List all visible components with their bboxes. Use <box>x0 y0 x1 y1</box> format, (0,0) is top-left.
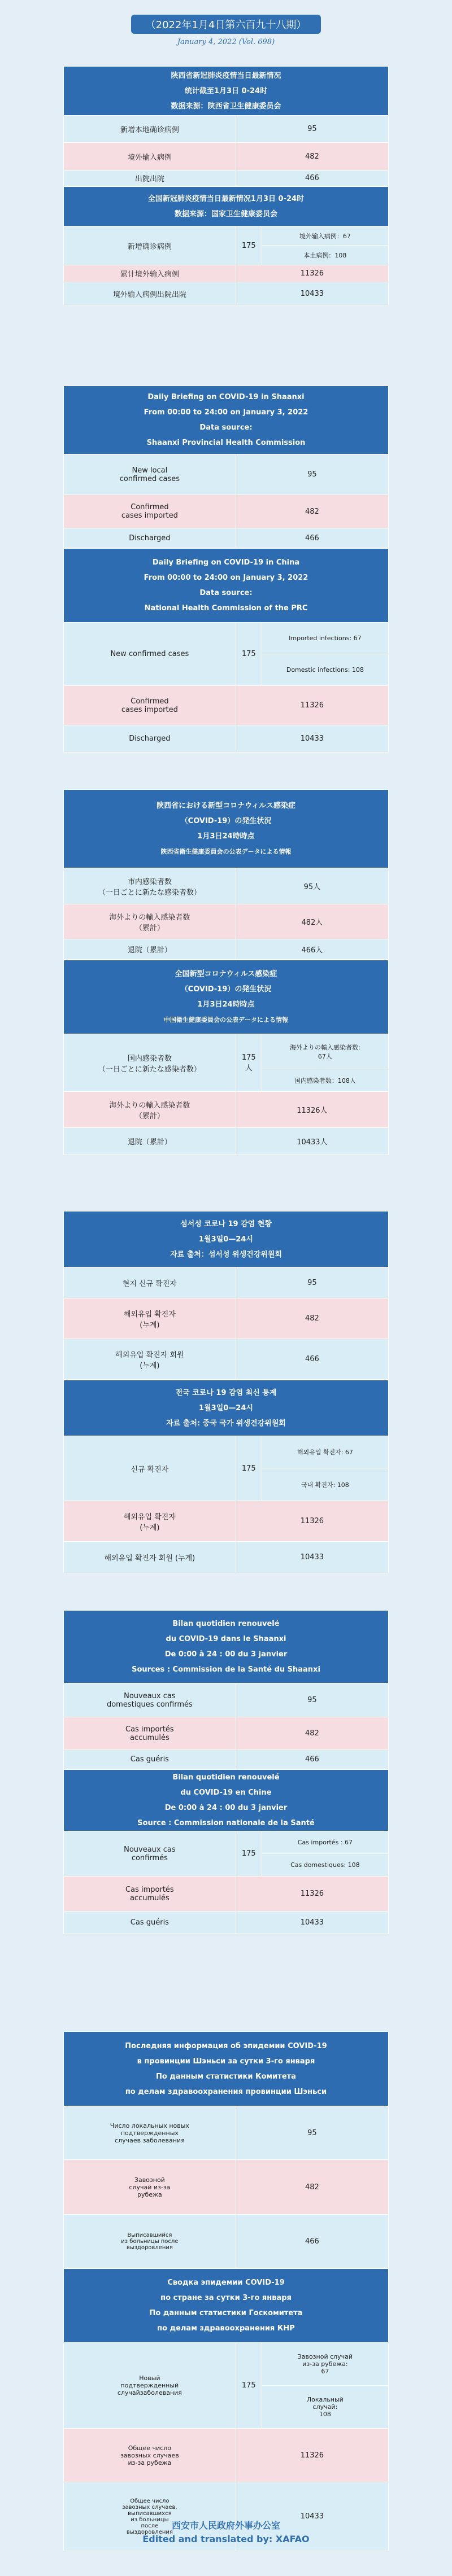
row-sub-value: Cas domestiques: 108 <box>262 1854 388 1877</box>
page-footer <box>0 2519 452 2546</box>
row-value: 175 <box>236 226 262 265</box>
row-label: 海外よりの輸入感染者数 （累計） <box>64 904 236 939</box>
row-value: 11326 <box>236 265 388 282</box>
row-label: 累计境外输入病例 <box>64 265 236 282</box>
row-value: 466 <box>236 2215 388 2268</box>
row-value: 175 <box>236 2343 262 2429</box>
row-value: 175 <box>236 1436 262 1501</box>
row-label: New confirmed cases <box>64 623 236 686</box>
row-label: New local confirmed cases <box>64 454 236 495</box>
row-value: 10433 <box>236 1542 388 1573</box>
row-value: 95 <box>236 454 388 495</box>
section-chinese <box>63 66 389 305</box>
row-label: Общее число завозных случаев из-за рубежа <box>64 2429 236 2482</box>
row-value: 482 <box>236 1298 388 1339</box>
row-label: Число локальных новых подтвержденных случаев заболевания <box>64 2106 236 2160</box>
table-title: Daily Briefing on COVID-19 in Shaanxi From 00:00 to 24:00 on January 3, 2022 Data source: Shaanxi Provincial Health Commission <box>64 386 389 454</box>
row-value: 10433 <box>236 725 388 753</box>
row-value: 95 <box>236 2106 388 2160</box>
section-korean <box>63 1211 389 1573</box>
row-value: 466 <box>236 1750 388 1769</box>
row-value: 175 <box>236 623 262 686</box>
row-sub-value: Cas importés : 67 <box>262 1831 388 1854</box>
row-value: 95 <box>236 1683 388 1717</box>
row-value: 466 <box>236 1339 388 1380</box>
row-value: 11326 <box>236 686 388 725</box>
row-label: Discharged <box>64 725 236 753</box>
row-sub-value: Domestic infections: 108 <box>262 654 388 686</box>
row-value: 175 <box>236 1831 262 1877</box>
row-value: 466 <box>236 170 388 186</box>
table-title: Daily Briefing on COVID-19 in China From 00:00 to 24:00 on January 3, 2022 Data source: National Health Commission of the PRC <box>64 549 389 623</box>
credit-line: Edited and translated by: XAFAO <box>142 2534 310 2544</box>
row-sub-value: 国内感染者数：108人 <box>262 1069 388 1092</box>
page-header <box>0 0 452 54</box>
china-table-ru <box>63 2268 389 2551</box>
row-label: Cas guéris <box>64 1750 236 1769</box>
row-label: 海外よりの輸入感染者数 （累計） <box>64 1092 236 1128</box>
section-english <box>63 386 389 753</box>
table-title: 섬서성 코로나 19 감염 현황 1월3일0—24시 자료 출처：섬서성 위생건강위원회 <box>64 1212 389 1267</box>
row-label: 현지 신규 확진자 <box>64 1267 236 1298</box>
row-sub-value: 境外输入病例：67 <box>262 226 388 246</box>
row-value: 175人 <box>236 1034 262 1092</box>
section-japanese <box>63 789 389 1155</box>
row-sub-value: 本土病例：108 <box>262 246 388 265</box>
row-label: 해외유입 확진자 회원 (누계) <box>64 1339 236 1380</box>
row-value: 10433 <box>236 1912 388 1934</box>
row-label: Confirmed cases imported <box>64 686 236 725</box>
china-table-ko <box>63 1380 389 1573</box>
row-value: 10433 <box>236 2482 388 2551</box>
row-label: Cas importés accumulés <box>64 1717 236 1750</box>
row-label: 新增确诊病例 <box>64 226 236 265</box>
table-title: Последняя информация об эпидемии COVID-19 в провинции Шэньси за сутки 3-го января По данным статистики Комитета по делам здравоохранения провинции Шэньси <box>64 2032 389 2106</box>
row-sub-value: Завозной случай из-за рубежа: 67 <box>262 2343 388 2386</box>
shaanxi-table-en <box>63 386 389 548</box>
row-label: Общее число завозных случаев, выписавшихся из больницы после выздоровления <box>64 2482 236 2551</box>
row-value: 11326 <box>236 1501 388 1542</box>
row-label: 退院（累計） <box>64 939 236 960</box>
row-value: 482 <box>236 495 388 528</box>
office-name: 西安市人民政府外事办公室 <box>171 2520 280 2531</box>
row-value: 482 <box>236 143 388 170</box>
shaanxi-table-ko <box>63 1211 389 1380</box>
row-label: 신규 확진자 <box>64 1436 236 1501</box>
row-value: 466人 <box>236 939 388 960</box>
row-label: 市内感染者数 （一日ごとに新たな感染者数） <box>64 868 236 904</box>
row-value: 95 <box>236 1267 388 1298</box>
shaanxi-table-ja <box>63 789 389 960</box>
row-value: 11326 <box>236 2429 388 2482</box>
row-value: 10433人 <box>236 1128 388 1155</box>
row-label: 退院（累計） <box>64 1128 236 1155</box>
row-label: 해외유입 확진자 (누계) <box>64 1298 236 1339</box>
row-value: 482人 <box>236 904 388 939</box>
row-value: 95 <box>236 116 388 143</box>
row-value: 466 <box>236 528 388 548</box>
table-title: Сводка эпидемии COVID-19 по стране за сутки 3-го января По данным статистики Госкомитета по делам здравоохранения КНР <box>64 2269 389 2343</box>
shaanxi-table-fr <box>63 1610 389 1769</box>
section-french <box>63 1610 389 1934</box>
table-title: 全国新型コロナウィルス感染症 （COVID-19）の発生状況 1月3日24時時点 中国衛生健康委員会の公表データによる情報 <box>64 960 389 1034</box>
row-label: Новый подтвержденный случайзаболевания <box>64 2343 236 2429</box>
row-label: 해외유입 확진자 회원 (누계) <box>64 1542 236 1573</box>
row-label: Завозной случай из-за рубежа <box>64 2160 236 2215</box>
shaanxi-table-ru <box>63 2031 389 2268</box>
row-sub-value: 국내 확진자: 108 <box>262 1468 388 1501</box>
row-value: 95人 <box>236 868 388 904</box>
row-label: Cas guéris <box>64 1912 236 1934</box>
row-label: 境外输入病例出院出院 <box>64 282 236 305</box>
row-label: Discharged <box>64 528 236 548</box>
table-title: 陕西省新冠肺炎疫情当日最新情况 统计截至1月3日 0-24时 数据来源：陕西省卫生健康委员会 <box>64 67 389 116</box>
shaanxi-table-zh <box>63 66 389 186</box>
row-value: 11326 <box>236 1877 388 1912</box>
table-title: 全国新冠肺炎疫情当日最新情况1月3日 0-24时 数据来源：国家卫生健康委员会 <box>64 187 389 226</box>
table-title: 전국 코로나 19 감염 최신 통계 1월3일0—24시 자료 출처: 중국 국가 위생건강위원회 <box>64 1380 389 1436</box>
row-label: Nouveaux cas domestiques confirmés <box>64 1683 236 1717</box>
row-sub-value: Imported infections: 67 <box>262 623 388 654</box>
row-label: Confirmed cases imported <box>64 495 236 528</box>
row-label: Cas importés accumulés <box>64 1877 236 1912</box>
row-label: 新增本地确诊病例 <box>64 116 236 143</box>
china-table-zh <box>63 186 389 305</box>
row-label: 境外输入病例 <box>64 143 236 170</box>
row-label: 出院出院 <box>64 170 236 186</box>
row-label: 해외유입 확진자 (누계) <box>64 1501 236 1542</box>
row-label: Выписавшийся из больницы после выздоровления <box>64 2215 236 2268</box>
row-value: 482 <box>236 1717 388 1750</box>
row-sub-value: Локальный случай: 108 <box>262 2386 388 2429</box>
row-value: 10433 <box>236 282 388 305</box>
table-title: Bilan quotidien renouvelé du COVID-19 en Chine De 0:00 à 24 : 00 du 3 janvier Source : Commission nationale de la Santé <box>64 1770 389 1831</box>
row-value: 482 <box>236 2160 388 2215</box>
row-sub-value: 해외유입 확진자: 67 <box>262 1436 388 1468</box>
china-table-fr <box>63 1769 389 1934</box>
issue-line: January 4, 2022 (Vol. 698) <box>177 38 275 46</box>
date-banner: （2022年1月4日第六百九十八期） <box>131 15 321 34</box>
row-label: Nouveaux cas confirmés <box>64 1831 236 1877</box>
china-table-ja <box>63 960 389 1155</box>
section-russian <box>63 2031 389 2551</box>
china-table-en <box>63 548 389 753</box>
table-title: Bilan quotidien renouvelé du COVID-19 dans le Shaanxi De 0:00 à 24 : 00 du 3 janvier Sources : Commission de la Santé du Shaanxi <box>64 1611 389 1683</box>
row-sub-value: 海外よりの輸入感染者数: 67人 <box>262 1034 388 1069</box>
row-label: 国内感染者数 （一日ごとに新たな感染者数） <box>64 1034 236 1092</box>
table-title: 陝西省における新型コロナウィルス感染症 （COVID-19）の発生状況 1月3日24時時点 陝西省衛生健康委員会の公表データによる情報 <box>64 790 389 868</box>
row-value: 11326人 <box>236 1092 388 1128</box>
